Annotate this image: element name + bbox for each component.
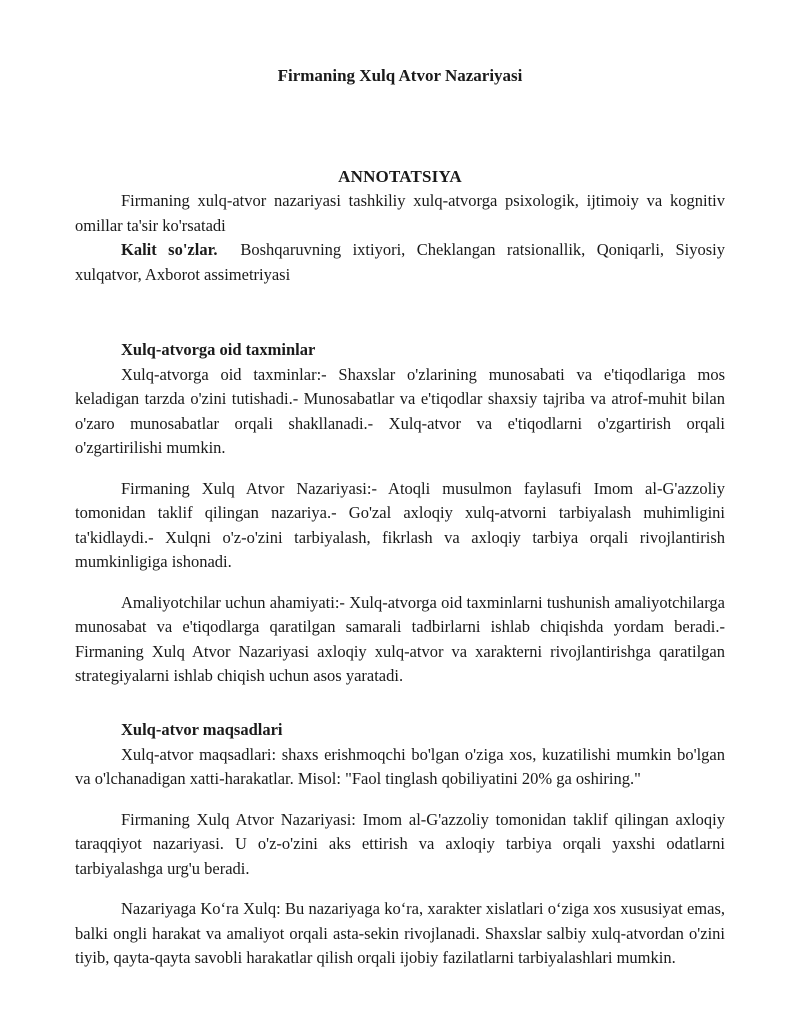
section-heading: Xulq-atvorga oid taxminlar	[121, 340, 316, 359]
annotation-heading: ANNOTATSIYA	[338, 167, 462, 186]
keywords-label: Kalit so'zlar.	[121, 240, 218, 259]
paragraph: Nazariyaga Ko‘ra Xulq: Bu nazariyaga ko‘ra, xarakter xislatlari o‘ziga xos xususiyat emas, balki ongli harakat va amaliyot orqali asta-sekin rivojlanadi. Shaxslar salbiy xulq-atvordan o'zini tiyib, qayta-qayta savobli harakatlar qilish orqali ijobiy fazilatlarni tarbiyalashlari mumkin.	[75, 899, 725, 967]
annotation-block	[75, 189, 725, 287]
keywords-text: Boshqaruvning ixtiyori, Cheklangan ratsionallik, Qoniqarli, Siyosiy xulqatvor, Axborot assimetriyasi	[75, 240, 725, 284]
paragraph: Xulq-atvorga oid taxminlar:- Shaxslar o'zlarining munosabati va e'tiqodlariga mos keladigan tarzda o'zini tutishadi.- Munosabatlar va e'tiqodlar shaxsiy tajriba va atrof-muhit bilan o'zaro munosabatlar orqali shakllanadi.- Xulq-atvor va e'tiqodlarni o'zgartirish orqali o'zgartirilishi mumkin.	[75, 364, 725, 457]
document-title: Firmaning Xulq Atvor Nazariyasi	[277, 66, 523, 85]
section-heading: Xulq-atvor maqsadlari	[121, 720, 283, 739]
annotation-text: Firmaning xulq-atvor nazariyasi tashkiliy xulq-atvorga psixologik, ijtimoiy va kognitiv omillar ta'sir ko'rsatadi	[75, 191, 725, 235]
section-behavioral-assumptions	[75, 338, 725, 689]
paragraph: Firmaning Xulq Atvor Nazariyasi:- Atoqli musulmon faylasufi Imom al-G'azzoliy tomonidan taklif qilingan nazariya.- Go'zal axloqiy xulq-atvorni tarbiyalash muhimligini ta'kidlaydi.- Xulqni o'z-o'zini tarbiyalash, fikrlash va axloqiy tarbiya orqali rivojlantirish mumkinligiga ishonadi.	[75, 478, 725, 571]
section-behavioral-goals	[75, 718, 725, 971]
keywords-paragraph	[75, 238, 725, 287]
paragraph: Amaliyotchilar uchun ahamiyati:- Xulq-atvorga oid taxminlarni tushunish amaliyotchilarga munosabat va e'tiqodlarga qaratilgan samarali tadbirlarni ishlab chiqishda yordam beradi.- Firmaning Xulq Atvor Nazariyasi axloqiy xulq-atvor va xarakterni rivojlantirishga qaratilgan strategiyalarni ishlab chiqish uchun asos yaratadi.	[75, 592, 725, 685]
paragraph: Xulq-atvor maqsadlari: shaxs erishmoqchi bo'lgan o'ziga xos, kuzatilishi mumkin bo'lgan va o'lchanadigan xatti-harakatlar. Misol: "Faol tinglash qobiliyatini 20% ga oshiring."	[75, 744, 725, 788]
paragraph: Firmaning Xulq Atvor Nazariyasi: Imom al-G'azzoliy tomonidan taklif qilingan axloqiy taraqqiyot nazariyasi. U o'z-o'zini aks ettirish va axloqiy tarbiya orqali yaxshi odatlarni tarbiyalashga urg'u beradi.	[75, 809, 725, 878]
